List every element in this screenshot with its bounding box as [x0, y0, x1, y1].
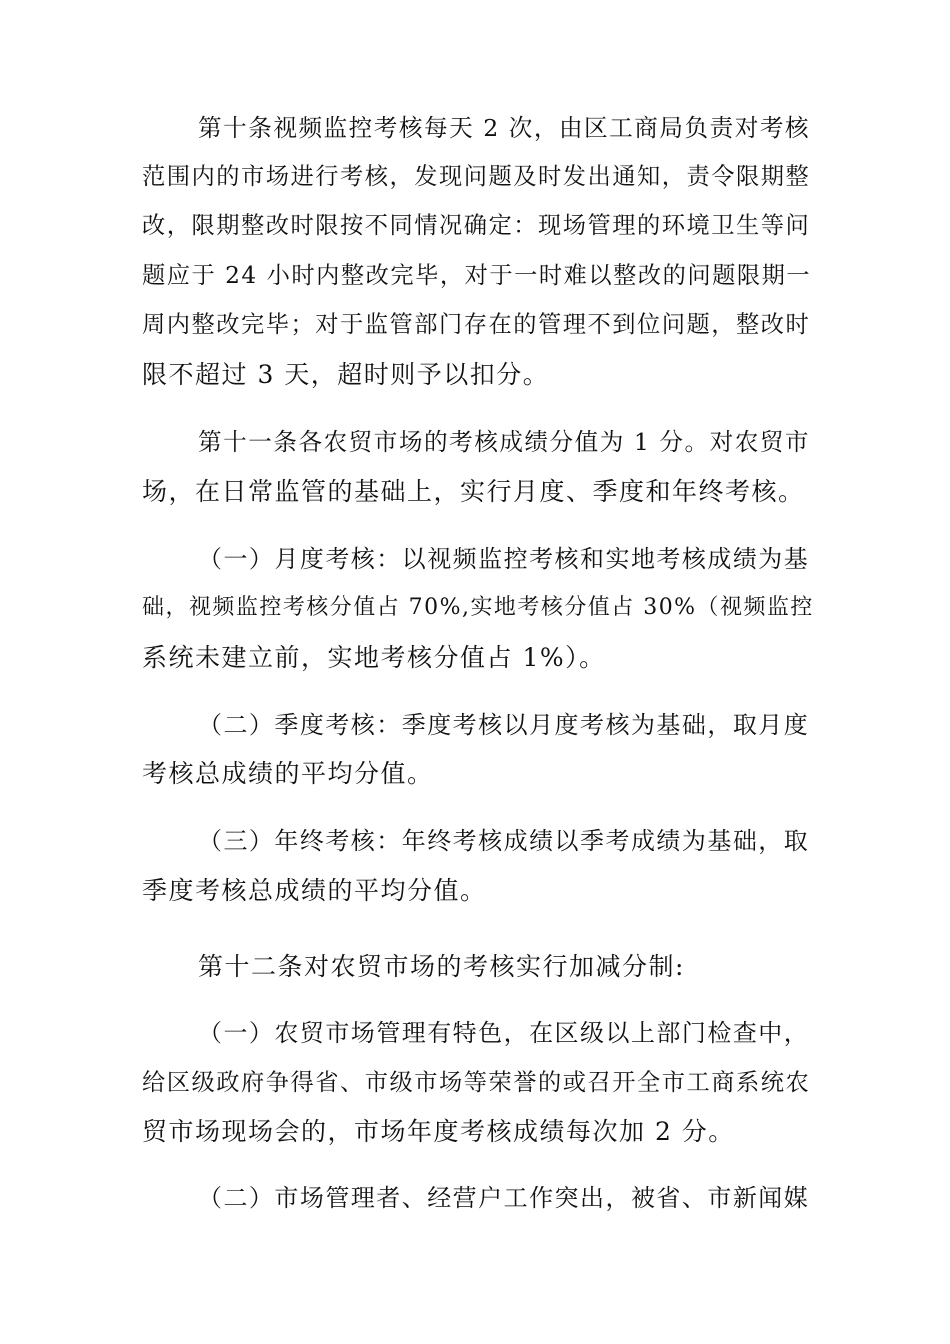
paragraph-10-line-1: 第十条视频监控考核每天 2 次，由区工商局负责对考核	[198, 114, 811, 142]
paragraph-11-line-2: 场，在日常监管的基础上，实行月度、季度和年终考核。	[142, 477, 805, 506]
bonus-item-2-line-1: （二）市场管理者、经营户工作突出，被省、市新闻媒	[198, 1184, 810, 1212]
paragraph-12-line-1: 第十二条对农贸市场的考核实行加减分制:	[198, 952, 685, 981]
paragraph-10-line-3: 改，限期整改时限按不同情况确定：现场管理的环境卫生等问	[142, 212, 811, 239]
paragraph-10-line-2: 范围内的市场进行考核，发现问题及时发出通知，责令限期整	[142, 163, 811, 190]
quarterly-assessment-line-2: 考核总成绩的平均分值。	[142, 759, 434, 788]
paragraph-10-line-4: 题应于 24 小时内整改完毕，对于一时难以整改的问题限期一	[142, 262, 812, 289]
bonus-item-1-line-3: 贸市场现场会的，市场年度考核成绩每次加 2 分。	[142, 1117, 735, 1146]
monthly-assessment-line-2: 础，视频监控考核分值占 70%,实地考核分值占 30%（视频监控	[142, 595, 814, 620]
bonus-item-1-line-1: （一）农贸市场管理有特色，在区级以上部门检查中，	[198, 1019, 810, 1047]
annual-assessment-line-1: （三）年终考核：年终考核成绩以季考成绩为基础，取	[198, 827, 810, 855]
quarterly-assessment-line-1: （二）季度考核：季度考核以月度考核为基础，取月度	[198, 711, 810, 739]
annual-assessment-line-2: 季度考核总成绩的平均分值。	[142, 876, 487, 905]
monthly-assessment-line-3: 系统未建立前，实地考核分值占 1%）。	[142, 643, 606, 672]
bonus-item-1-line-2: 给区级政府争得省、市级市场等荣誉的或召开全市工商系统农	[142, 1069, 811, 1096]
paragraph-10-line-6: 限不超过 3 天，超时则予以扣分。	[142, 360, 550, 389]
paragraph-11-line-1: 第十一条各农贸市场的考核成绩分值为 1 分。对农贸市	[198, 428, 811, 456]
monthly-assessment-line-1: （一）月度考核：以视频监控考核和实地考核成绩为基	[198, 545, 810, 573]
paragraph-10-line-5: 周内整改完毕；对于监管部门存在的管理不到位问题，整改时	[142, 311, 811, 338]
